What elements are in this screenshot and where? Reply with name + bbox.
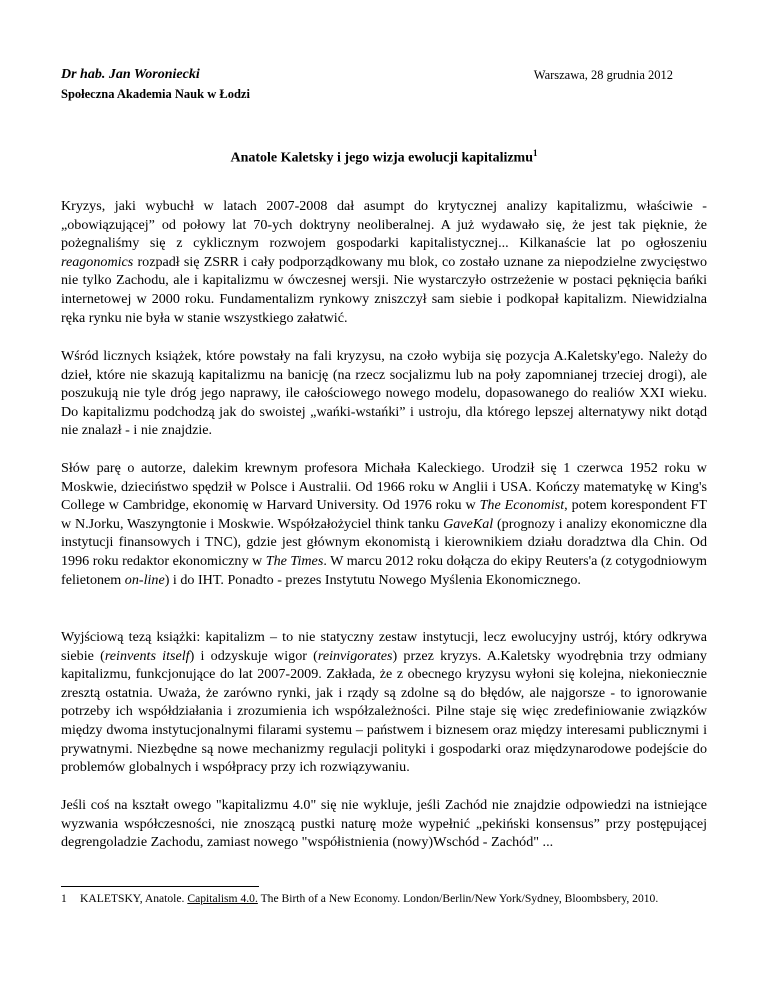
paragraph-text: Słów parę o autorze, dalekim krewnym profesora Michała Kaleckiego. Urodził się 1 czerwca 1952 roku w Moskwie, dzieciństwo spędził w Polsce i Australii. Od 1966 roku w Anglii i USA. Kończy matematykę w King's College w Cambridge, ekonomię w Harvard University. Od 1976 roku w (61, 460, 707, 514)
paragraph-text: ) przez kryzys. A.Kaletsky wyodrębnia trzy odmiany kapitalizmu, funkcjonujące do lat 2007-2009. Zakłada, że z obecnego kryzysu wyłoni się kolejna, niekoniecznie zresztą ostatnia. Uważa, że zarówno rynki, jak i rządy są zdolne są do błędów, ale najgorsze - to ignorowanie potrzeby ich współdziałania i zrozumienia ich współzależności. Pilne staje się więc zredefiniowanie związków między dwoma instytucjonalnymi filarami systemu – państwem i biznesem oraz między interesami publicznymi i prywatnymi. Niezbędne są nowe mechanizmy regulacji polityki i gospodarki oraz międzynarodowe podejście do problemów globalnych i współpracy przy ich rozwiązywaniu. (61, 647, 707, 776)
footnote-book-title: Capitalism 4.0. (187, 892, 258, 905)
footnote-author: KALETSKY, Anatole. (80, 892, 188, 905)
italic-term: GaveKal (443, 515, 494, 532)
footnote (61, 891, 707, 907)
author-name: Dr hab. Jan Woroniecki (61, 67, 200, 82)
title-text: Anatole Kaletsky i jego wizja ewolucji kapitalizmu (230, 150, 534, 166)
footnote-ref: 1 (533, 148, 538, 158)
paragraph-4 (61, 628, 707, 777)
italic-term: The Economist (479, 497, 565, 514)
paragraph-text: ) i odzyskuje wigor ( (189, 647, 318, 664)
paragraph-2: Wśród licznych książek, które powstały na fali kryzysu, na czoło wybija się pozycja A.Kaletsky'ego. Należy do dzieł, które nie skazują kapitalizmu na banicję (na rzecz socjalizmu lub na poły zapomnianej trzeciej drogi), ale poszukują nie tyle dróg jego naprawy, ile całościowego nowego modelu, dopasowanego do realiów XXI wieku. Do kapitalizmu podchodzą jak do swoistej „wańki-wstańki” i ustroju, dla którego lepszej alternatywy nikt dotąd nie znalazł - i nie znajdzie. (61, 348, 707, 439)
paragraph-1 (61, 197, 707, 327)
italic-term: reinvigorates (317, 647, 393, 664)
document-title (61, 148, 707, 167)
italic-term: The Times (265, 552, 324, 569)
paragraph-text: rozpadł się ZSRR i cały podporządkowany mu blok, co zostało uznane za niepodzielne zwycięstwo nie tylko Zachodu, ale i kapitalizmu w ówczesnej wersji. Nie wystarczyło ostrzeżenie w postaci pęknięcia bańki internetowej w 2000 roku. Fundamentalizm rynkowy zniszczył sam siebie i podkopał kapitalizm. Niewidzialna ręka rynku nie była w stanie wszystkiego załatwić. (61, 253, 707, 326)
footnote-text (80, 891, 707, 907)
footnote-divider (61, 886, 259, 887)
date-place: Warszawa, 28 grudnia 2012 (533, 68, 673, 82)
italic-term: reinvents itself (104, 647, 190, 664)
paragraph-text: (prognozy i analizy ekonomiczne dla instytucji finansowych i TNC), gdzie jest głównym ekonomistą i kierownikiem działu doradztwa dla Chin. Od 1996 roku redaktor ekonomiczny w (61, 515, 707, 569)
footnote-details: The Birth of a New Economy. London/Berlin/New York/Sydney, Bloombsbery, 2010. (257, 892, 659, 905)
institution-name: Społeczna Akademia Nauk w Łodzi (61, 87, 250, 101)
paragraph-text: , potem korespondent FT w N.Jorku, Waszyngtonie i Moskwie. Współzałożyciel think tanku (61, 497, 707, 532)
italic-term: on-line (124, 571, 165, 588)
footnote-number: 1 (61, 892, 67, 905)
paragraph-text: . W marcu 2012 roku dołącza do ekipy Reuters'a (z cotygodniowym felietonem (61, 552, 708, 588)
paragraph-3 (61, 459, 707, 589)
paragraph-text: Wyjściową tezą książki: kapitalizm – to nie statyczny zestaw instytucji, lecz ewolucyjny ustrój, który odkrywa siebie ( (61, 629, 707, 664)
paragraph-text: ) i do IHT. Ponadto - prezes Instytutu Nowego Myślenia Ekonomicznego. (164, 571, 581, 588)
paragraph-text: Kryzys, jaki wybuchł w latach 2007-2008 dał asumpt do krytycznej analizy kapitalizmu, właściwie - „obowiązującej” od połowy lat 70-ych doktryny neoliberalnej. A już wydawało się, że jest tak pięknie, że pożegnaliśmy się z cyklicznym rozwojem gospodarki kapitalistycznej... Kilkanaście lat po ogłoszeniu (61, 198, 707, 252)
italic-term: reagonomics (61, 253, 134, 270)
paragraph-5: Jeśli coś na kształt owego "kapitalizmu 4.0" się nie wykluje, jeśli Zachód nie znajdzie odpowiedzi na istniejące wyzwania współczesności, nie znoszącą pustki naturę może wypełnić „pekiński konsensus” przy postępującej degrengoladzie Zachodu, zamiast nowego "współistnienia (nowy)Wschód - Zachód" ... (61, 797, 707, 851)
